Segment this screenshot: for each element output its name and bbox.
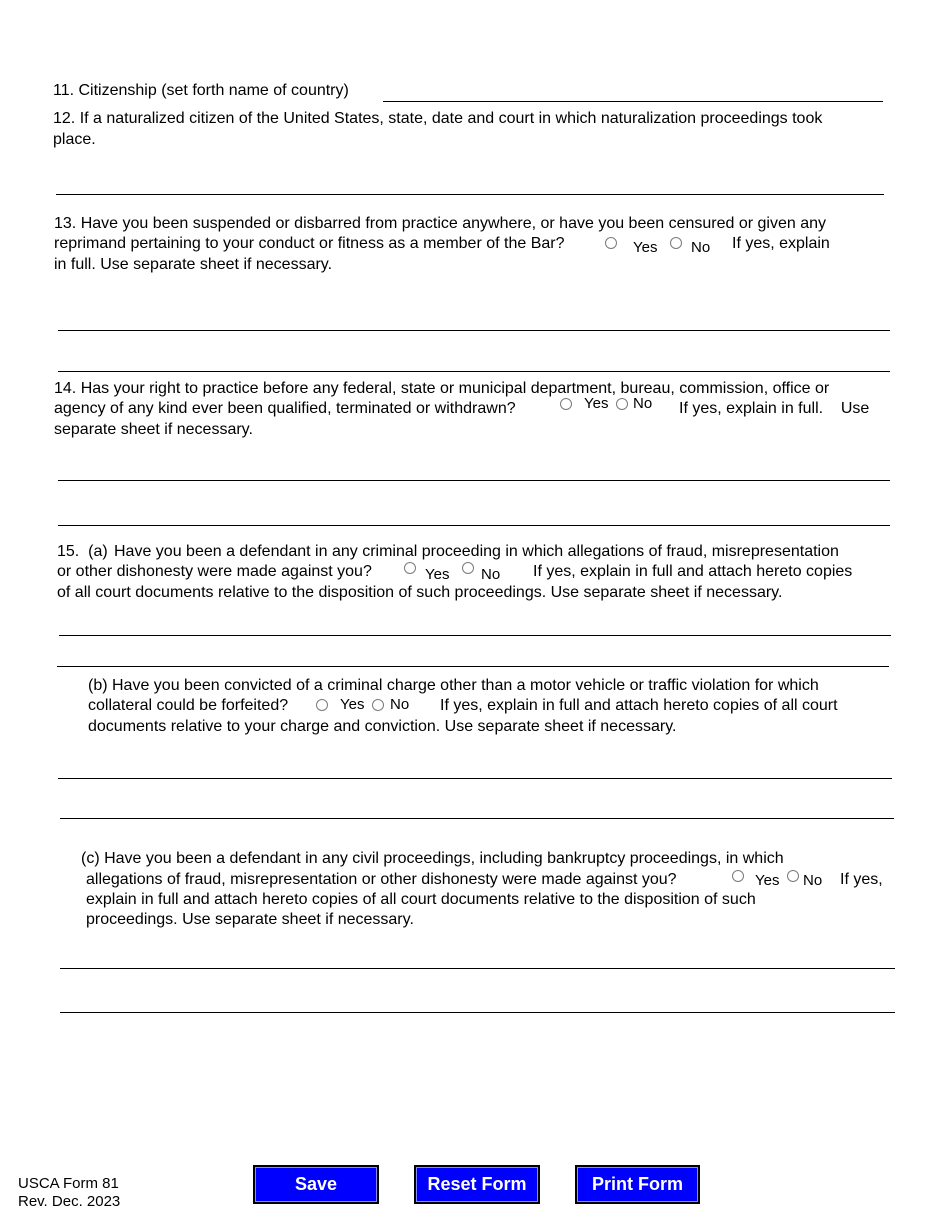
q14-text-line2: agency of any kind ever been qualified, terminated or withdrawn? (54, 400, 516, 417)
q15b-text-line1: (b) Have you been convicted of a criminal charge other than a motor vehicle or traffic violation for which (88, 677, 819, 694)
q15c-text-line1: (c) Have you been a defendant in any civil proceedings, including bankruptcy proceedings, in which (81, 850, 784, 867)
q14-no-label: No (633, 395, 653, 412)
q15c-explain-field-1[interactable] (60, 968, 895, 969)
q13-no-radio[interactable] (670, 237, 682, 249)
q15b-explain-field-2[interactable] (60, 818, 894, 819)
q15c-no-radio[interactable] (787, 870, 799, 882)
q15b-no-label: No (390, 696, 410, 713)
q15c-text-after: If yes, (840, 871, 883, 888)
q15a-no-label: No (481, 566, 501, 583)
q15b-explain-field-1[interactable] (58, 778, 892, 779)
q15b-yes-radio[interactable] (316, 699, 328, 711)
q11-citizenship-field[interactable] (383, 101, 883, 102)
q15b-text-line3: documents relative to your charge and conviction. Use separate sheet if necessary. (88, 718, 677, 735)
save-button[interactable]: Save (253, 1165, 379, 1204)
q15c-text-line4: proceedings. Use separate sheet if necessary. (86, 911, 414, 928)
q15a-text-line3: of all court documents relative to the disposition of such proceedings. Use separate sheet if necessary. (57, 584, 783, 601)
q15a-text-line2: or other dishonesty were made against you? (57, 563, 372, 580)
q15a-explain-field-1[interactable] (59, 635, 891, 636)
q14-yes-radio[interactable] (560, 398, 572, 410)
q15a-yes-radio[interactable] (404, 562, 416, 574)
print-form-button[interactable]: Print Form (575, 1165, 700, 1204)
q11-label: 11. Citizenship (set forth name of country) (53, 82, 349, 99)
q13-yes-radio[interactable] (605, 237, 617, 249)
q13-no-label: No (691, 239, 711, 256)
q15c-no-label: No (803, 872, 823, 889)
q15a-explain-field-2[interactable] (57, 666, 889, 667)
q15a-no-radio[interactable] (462, 562, 474, 574)
q13-explain-field-1[interactable] (58, 330, 890, 331)
q14-no-radio[interactable] (616, 398, 628, 410)
q12-text-line1: 12. If a naturalized citizen of the United States, state, date and court in which naturalization proceedings took (53, 110, 823, 127)
q15b-text-after: If yes, explain in full and attach hereto copies of all court (440, 697, 838, 714)
q14-text-after: If yes, explain in full. Use (679, 400, 870, 417)
q13-yes-label: Yes (633, 239, 658, 256)
q13-text-line1: 13. Have you been suspended or disbarred from practice anywhere, or have you been censured or given any (54, 215, 827, 232)
q15b-yes-label: Yes (340, 696, 365, 713)
q12-text-line2: place. (53, 131, 96, 148)
q14-text-line3: separate sheet if necessary. (54, 421, 253, 438)
form-number: USCA Form 81 (18, 1175, 119, 1192)
q13-text-after: If yes, explain (732, 235, 830, 252)
q15c-text-line2: allegations of fraud, misrepresentation or other dishonesty were made against you? (86, 871, 677, 888)
q13-text-line2: reprimand pertaining to your conduct or fitness as a member of the Bar? (54, 235, 565, 252)
q15b-text-line2: collateral could be forfeited? (88, 697, 289, 714)
q15c-yes-radio[interactable] (732, 870, 744, 882)
q14-explain-field-2[interactable] (58, 525, 890, 526)
q13-explain-field-2[interactable] (58, 371, 890, 372)
q13-text-line3: in full. Use separate sheet if necessary. (54, 256, 333, 273)
q14-explain-field-1[interactable] (58, 480, 890, 481)
q15a-text-after: If yes, explain in full and attach hereto copies (533, 563, 853, 580)
reset-form-button[interactable]: Reset Form (414, 1165, 540, 1204)
q15c-text-line3: explain in full and attach hereto copies of all court documents relative to the disposition of such (86, 891, 756, 908)
q15c-yes-label: Yes (755, 872, 780, 889)
q14-text-line1: 14. Has your right to practice before any federal, state or municipal department, bureau, commission, office or (54, 380, 830, 397)
q15a-yes-label: Yes (425, 566, 450, 583)
q14-yes-label: Yes (584, 395, 609, 412)
q15a-number: 15. (a) (57, 543, 108, 560)
q15b-no-radio[interactable] (372, 699, 384, 711)
q15c-explain-field-2[interactable] (60, 1012, 895, 1013)
form-revision: Rev. Dec. 2023 (18, 1193, 121, 1210)
q15a-text-line1: Have you been a defendant in any criminal proceeding in which allegations of fraud, misrepresentation (114, 543, 839, 560)
q12-naturalization-field[interactable] (56, 194, 884, 195)
